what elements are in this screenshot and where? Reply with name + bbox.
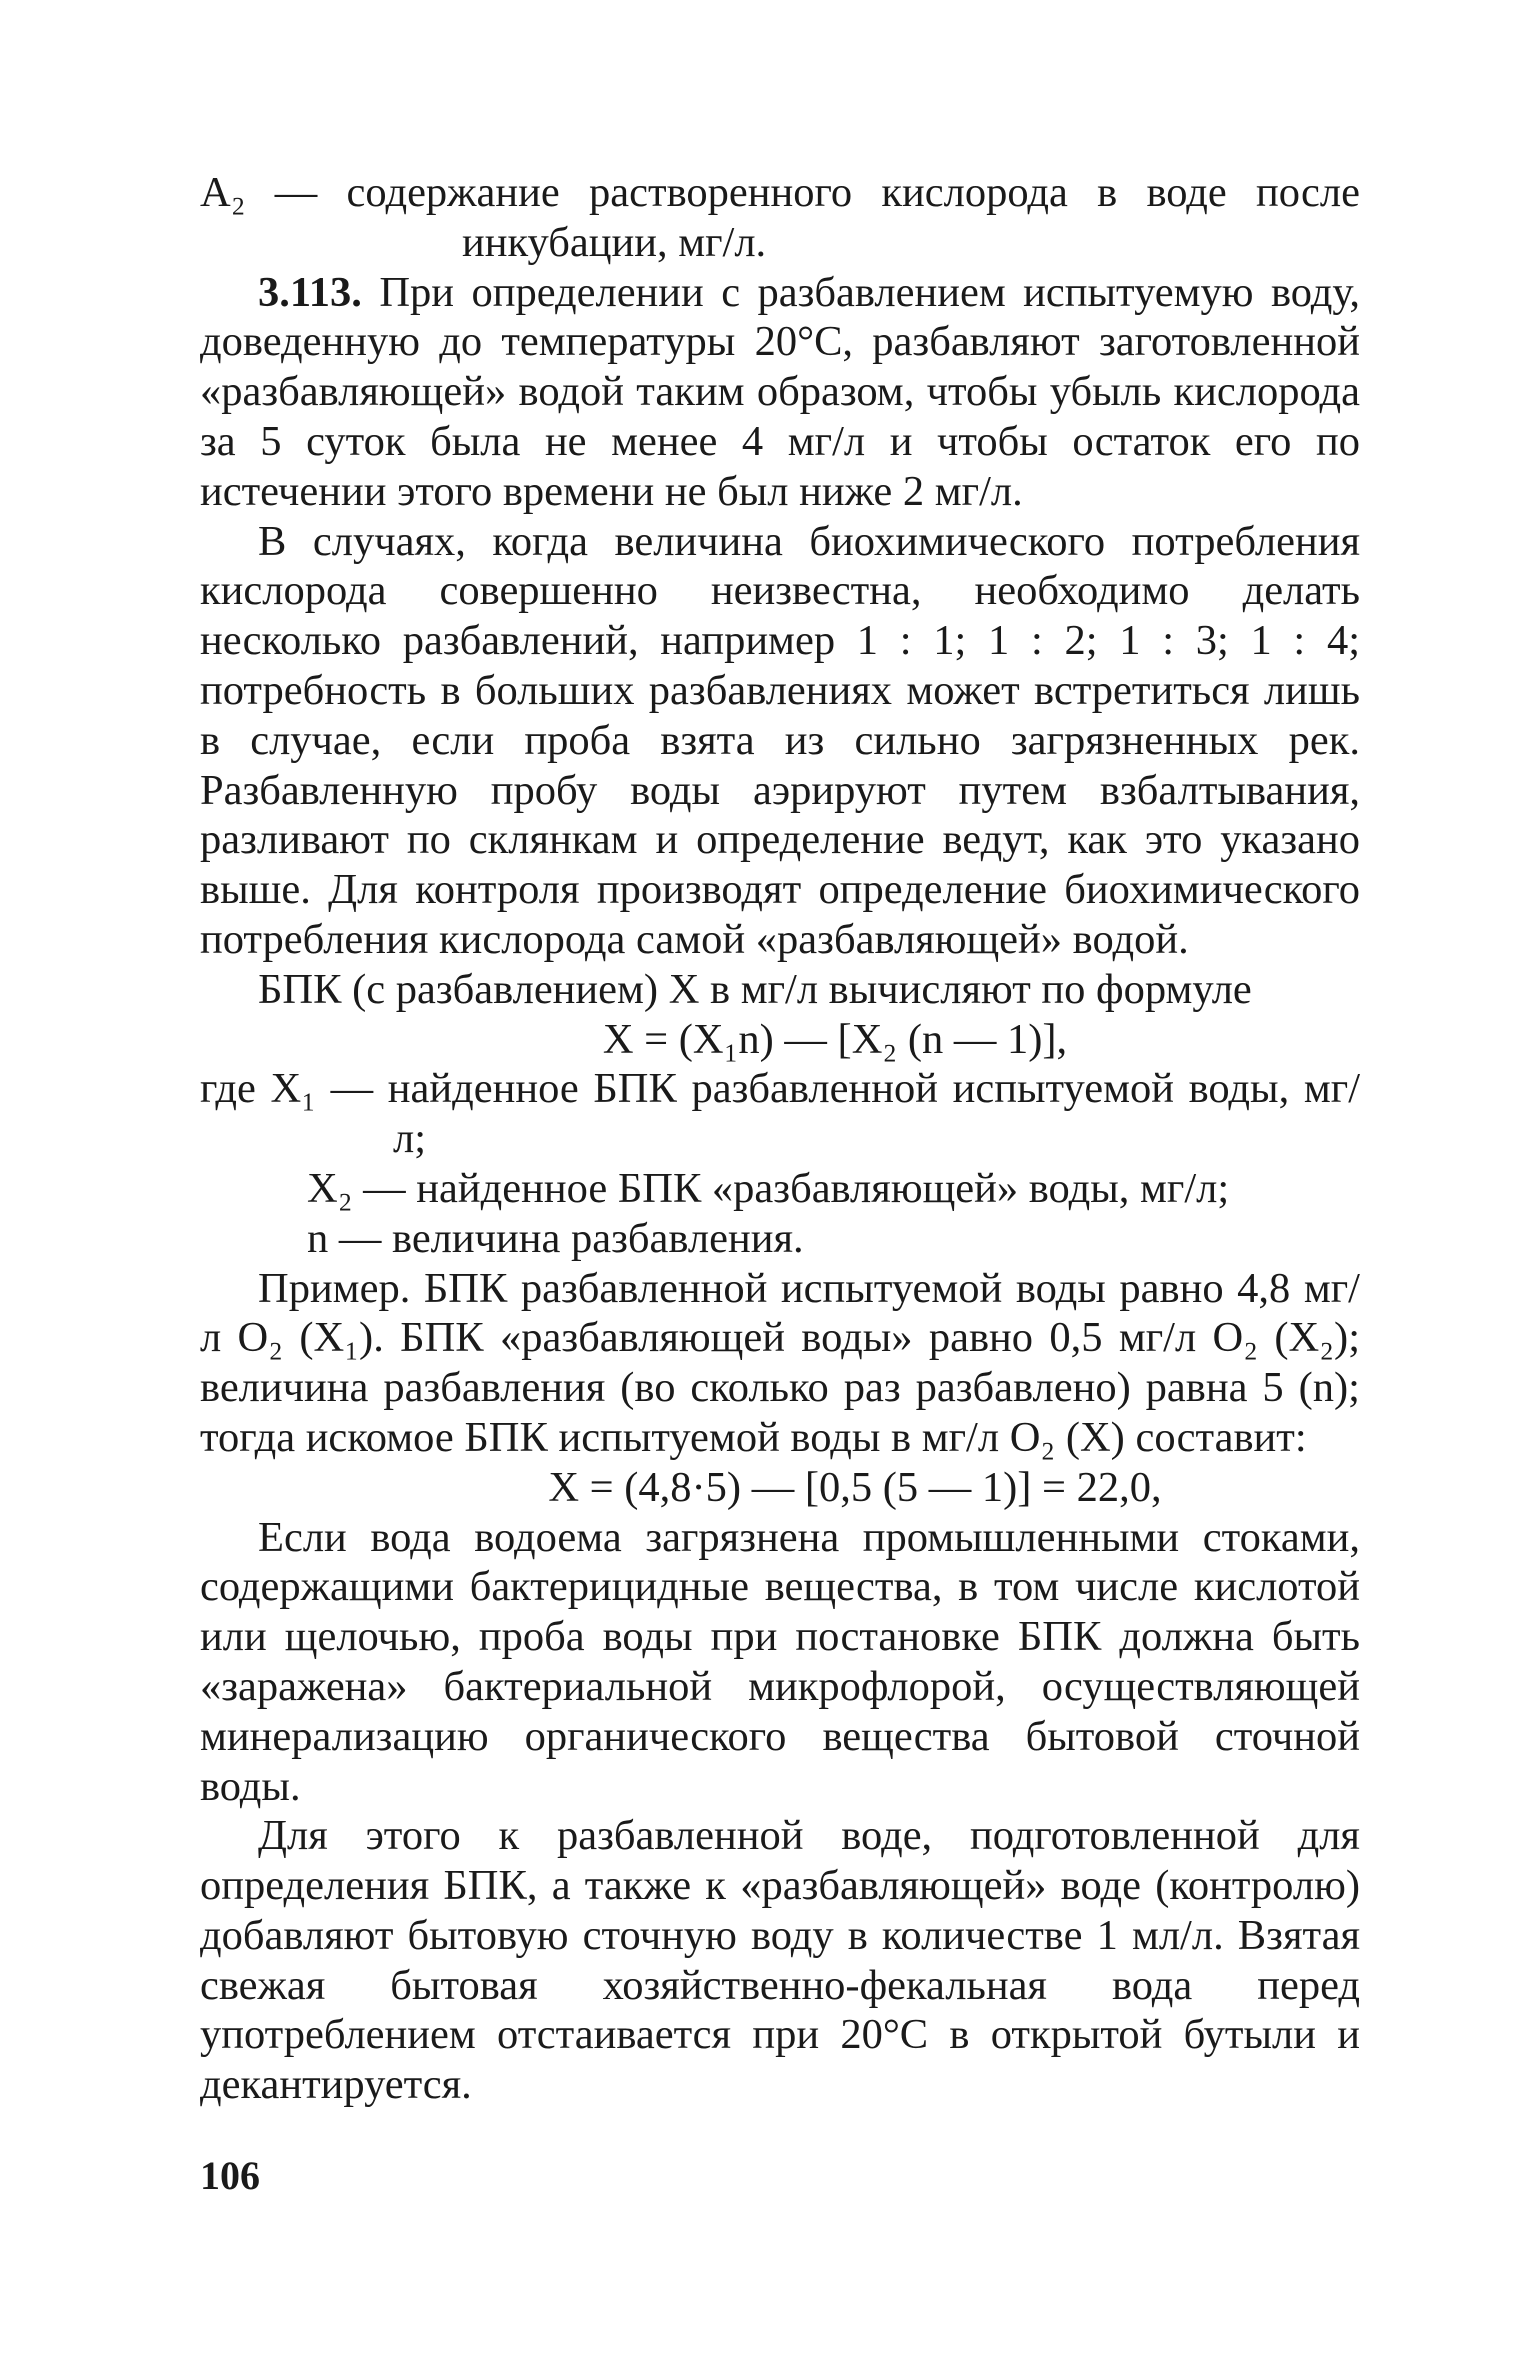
- definition-x1: где X₁ — найденное БПК разбавленной испытуемой воды, мг/л;: [200, 1065, 1360, 1163]
- paragraph-example: Пример. БПК разбавленной испытуемой воды равно 4,8 мг/л O₂ (X₁). БПК «разбавляющей воды» равно 0,5 мг/л O₂ (X₂); величина разбавления (во сколько раз разбавлено) равна 5 (n); тогда искомое БПК испытуемой воды в мг/л O₂ (X) составит:: [200, 1264, 1360, 1461]
- paragraph-industrial-waste: Если вода водоема загрязнена промышленными стоками, содержащими бактерицидные вещества, в том числе кислотой или щелочью, проба воды при постановке БПК должна быть «заражена» бактериальной микрофлорой, осуществляющей минерализацию органического вещества бытовой сточной воды.: [200, 1513, 1360, 1810]
- paragraph-seeding: Для этого к разбавленной воде, подготовленной для определения БПК, а также к «разбавляющей» воде (контролю) добавляют бытовую сточную воду в количестве 1 мл/л. Взятая свежая бытовая хозяйственно-фекальная вода перед употреблением отстаивается при 20°С в открытой бутыли и декантируется.: [200, 1812, 1360, 2109]
- paragraph-dilutions: В случаях, когда величина биохимического потребления кислорода совершенно неизвестна, необходимо делать несколько разбавлений, например 1 : 1; 1 : 2; 1 : 3; 1 : 4; потребность в больших разбавлениях может встретиться лишь в случае, если проба взята из сильно загрязненных рек. Разбавленную пробу воды аэрируют путем взбалтывания, разливают по склянкам и определение ведут, как это указано выше. Для контроля производят определение биохимического потребления кислорода самой «разбавляющей» водой.: [200, 517, 1360, 963]
- paragraph-formula-intro: БПК (с разбавлением) X в мг/л вычисляют по формуле: [258, 965, 1252, 1013]
- definition-a2: A₂ — содержание растворенного кислорода в воде после инкубации, мг/л.: [200, 169, 1360, 266]
- paragraph-3-113: [200, 268, 1360, 517]
- page-number: 106: [200, 2153, 260, 2198]
- definition-x2: X₂ — найденное БПК «разбавляющей» воды, мг/л;: [307, 1164, 1230, 1212]
- formula-bpk: X = (X₁n) — [X₂ (n — 1)],: [602, 1015, 1068, 1063]
- formula-example: X = (4,8·5) — [0,5 (5 — 1)] = 22,0,: [548, 1463, 1162, 1511]
- section-number: 3.113.: [258, 268, 362, 316]
- definition-n: n — величина разбавления.: [307, 1214, 804, 1262]
- paragraph-3-113-text: При определении с разбавлением испытуемую воду, доведенную до температуры 20°С, разбавляют заготовленной «разбавляющей» водой таким образом, чтобы убыль кислорода за 5 суток была не менее 4 мг/л и чтобы остаток его по истечении этого времени не был ниже 2 мг/л.: [200, 268, 1360, 515]
- body-text: [200, 168, 1360, 2110]
